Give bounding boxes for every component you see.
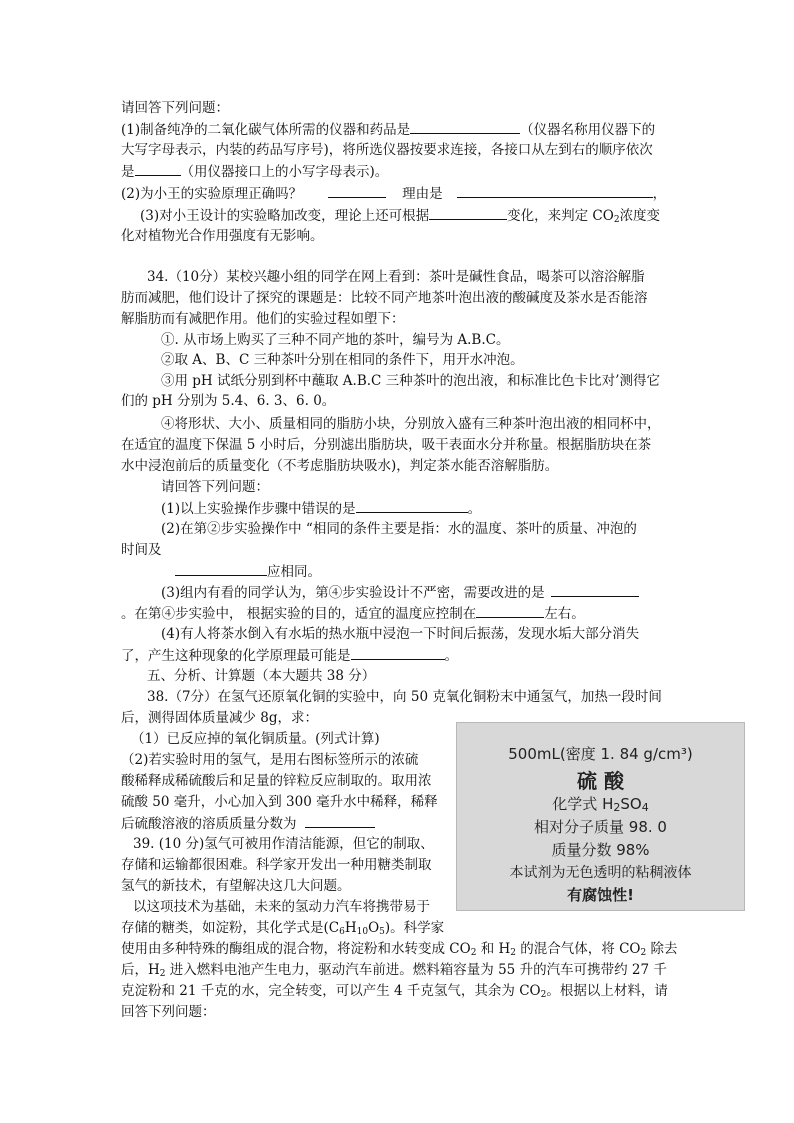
q34-answer-3: (3)组内有看的同学认为，第④步实验设计不严密，需要改进的是 <box>161 582 639 603</box>
q39-line-3: 氢气的新技术，有望解决这几大问题。 <box>121 878 351 894</box>
question-intro: 请回答下列问题： <box>121 100 229 116</box>
q34-step-3-cont: 们的 pH 分别为 5.4、6. 3、6. 0。 <box>121 393 336 409</box>
q2-line: (2)为小王的实验原理正确吗？ 理由是 ， <box>121 183 666 204</box>
q39-line-5: 存储的糖类，如淀粉，其化学式是$(C_6H_{10}O_5)$。科学家 <box>121 920 445 937</box>
answer-blank[interactable] <box>305 813 375 828</box>
answer-blank[interactable] <box>410 119 520 134</box>
q34-answer-2-blank: 应相同。 <box>175 561 321 582</box>
q34-step-4-cont-1: 在适宜的温度下保温 5 小时后，分别滤出脂肪块，吸干表面水分并称量。根据脂肪块在茶 <box>121 437 652 453</box>
q39-line-9: 回答下列问题： <box>121 1004 216 1020</box>
q34-line-3: 解脂肪而有减肥作用。他们的实验过程如塱下： <box>121 311 405 327</box>
q1-line-1: (1)制备纯净的二氧化碳气体所需的仪器和药品是 （仪器名称用仪器下的 <box>121 119 655 140</box>
q34-answer-2: (2)在第②步实验操作中 “相同的条件主要是指：水的温度、茶叶的质量、冲泡的 <box>161 521 637 537</box>
label-molar-mass: 相对分子质量 98. 0 <box>534 818 667 836</box>
q38-line-7: 后硫酸溶液的溶质质量分数为 <box>121 813 375 834</box>
q34-answer-4: (4)有人将茶水倒入有水垢的热水瓶中浸泡一下时间后振荡，发现水垢大部分消失 <box>161 626 640 642</box>
q34-step-4-cont-2: 水中浸泡前后的质量变化（不考虑脂肪块吸水)，判定茶水能否溶解脂肪。 <box>121 458 559 474</box>
answer-blank[interactable] <box>429 205 507 220</box>
q34-step-3: ③用 pH 试纸分别到杯中蘸取 A.B.C 三种茶叶的泡出液，和标准比色卡比对’测得它 <box>161 373 660 389</box>
q39-line-8: 克淀粉和 21 千克的水，完全转变，可以产生 4 千克氢气，其余为 $CO_2$。根据以上材料，请 <box>121 983 668 1000</box>
q38-line-2: 后，测得固体质量减少 8g，求： <box>121 710 319 726</box>
q34-answer-1: (1)以上实验操作步骤中错误的是 。 <box>161 498 481 519</box>
q39-line-4: 以这项技术为基础，未来的氢动力汽车将携带易于 <box>133 899 430 915</box>
q39-line-7: 后，$H_2$ 进入燃料电池产生电力，驱动汽车前进。燃料箱容量为 55 升的汽车可携带约 27 千 <box>121 962 667 979</box>
label-warning: 有腐蚀性! <box>567 886 634 904</box>
q39-line-2: 存储和运输都很困难。科学家开发出一种用糖类制取 <box>121 857 432 873</box>
answer-blank[interactable] <box>135 161 181 176</box>
q38-line-6: 硫酸 50 毫升，小心加入到 300 毫升水中稀释，稀释 <box>121 794 438 810</box>
section-5-heading: 五、分析、计算题（本大题共 38 分） <box>147 668 376 684</box>
q34-line-2: 肪而减肥，他们设计了探究的课题是：比较不同产地茶叶泡出液的酸碱度及茶水是否能溶 <box>121 290 648 306</box>
answer-blank[interactable] <box>551 582 639 597</box>
q3-line-2: 化对植物光合作用强度有无影响。 <box>121 228 324 244</box>
q38-line-1: 38.（7分）在氢气还原氧化铜的实验中，向 50 克氧化铜粉末中通氢气，加热一段时间 <box>147 689 662 705</box>
q38-line-5: 酸稀释成稀硫酸后和足量的锌粒反应制取的。取用浓 <box>121 773 432 789</box>
answer-blank[interactable] <box>356 498 468 513</box>
q34-step-1: ①. 从市场上购买了三种不同产地的茶叶，编号为 A.B.C。 <box>161 332 510 348</box>
q34-step-2: ②取 A、B、C 三种茶叶分别在相同的条件下，用开水冲泡。 <box>161 352 524 368</box>
q1-line-3: 是 （用仪器接口上的小写字母表示)。 <box>121 161 388 182</box>
q34-line-1: 34.（10分）某校兴趣小组的同学在网上看到：茶叶是碱性食品，喝茶可以溶浴解脂 <box>147 269 645 285</box>
q34-answer-2-cont: 时间及 <box>121 542 162 558</box>
q1-line-2: 大写字母表示，内装的药品写序号)，将所选仪器按要求连接，各接口从左到右的顺序依次 <box>121 142 653 158</box>
q34-answer-4-cont: 了，产生这种现象的化学原理最可能是 。 <box>121 645 458 666</box>
answer-blank[interactable] <box>175 561 267 576</box>
answer-blank[interactable] <box>457 183 653 198</box>
q38-line-3: （1）已反应掉的氧化铜质量。(列式计算) <box>131 731 380 747</box>
answer-blank[interactable] <box>351 645 445 660</box>
answer-blank[interactable] <box>476 603 544 618</box>
label-mass-fraction: 质量分数 98% <box>551 841 650 859</box>
q38-line-4: （2)若实验时用的氢气，是用右图标签所示的浓硫 <box>121 752 419 768</box>
q39-line-1: 39. (10 分)氢气可被用作清洁能源，但它的制取、 <box>133 836 434 852</box>
answer-blank[interactable] <box>328 183 386 198</box>
sulfuric-acid-label <box>456 722 745 911</box>
q34-ask: 请回答下列问题： <box>161 479 269 495</box>
q3-line-1: (3)对小王设计的实验略加改变，理论上还可根据 变化，来判定 $CO_2$浓度变 <box>140 205 660 230</box>
label-formula: 化学式 H2SO4 <box>552 795 649 814</box>
q39-line-6: 使用由多种特殊的酶组成的混合物，将淀粉和水转变成 $CO_2$ 和 $H_2$ 的混合气体，将 $CO_2$ 除去 <box>121 941 678 958</box>
q34-answer-3-cont: 。在第④步实验中， 根据实验的目的，适宜的温度应控制在 左右。 <box>121 603 585 624</box>
label-name: 硫 酸 <box>577 769 624 793</box>
label-volume-density: 500mL(密度 1. 84 g/cm³) <box>508 745 693 763</box>
q34-step-4: ④将形状、大小、质量相同的脂肪小块，分别放入盛有三种茶叶泡出液的相同杯中， <box>161 416 661 432</box>
label-description: 本试剂为无色透明的粘稠液体 <box>509 865 692 881</box>
